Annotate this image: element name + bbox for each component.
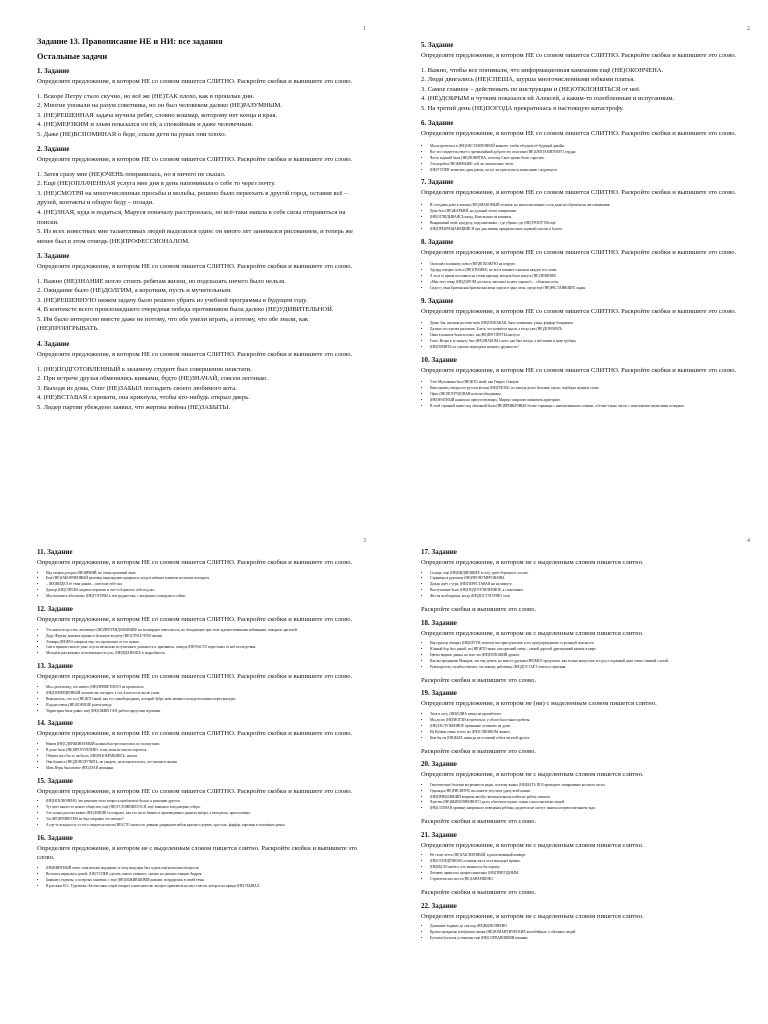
sentence-list xyxy=(37,92,368,140)
task-title: 9. Задание xyxy=(421,296,454,305)
sentence-item: • В соседнем доме к новому (НЕ)ЗНАКОМЫЙ человек, но многочисленные гости даже не обратили на него внимания. xyxy=(430,203,752,209)
sentence-item: • Инструктор говорил (НЕ)ШУТЯ, поэтому мы прислушались к его предупреждению о грозящей опасности. xyxy=(430,641,752,647)
task-instruction: Определите предложение, в котором не с выделенным словом пишется слитно. xyxy=(421,771,644,779)
task-title: 22. Задание xyxy=(421,901,457,910)
sentence-item: • (НЕ)ВИНТНЫЙ ответ сама весьма подорвано, и отец выпущен был задать ещё несколько вопросов. xyxy=(46,866,368,872)
sentence-item: • – (НЕ)ВИДЕЛ её этим днями, – шептала себе она. xyxy=(46,582,368,588)
sentence-item: • Голос Игоря в ту минуту был (НЕ)ЗНАКОМ у него, как был всегда, а жёсткими и даже грубым. xyxy=(430,339,752,345)
task-list xyxy=(421,548,752,942)
task-instruction: Определите предложение, в котором не (ни) с выделенным словом пишется слитно. xyxy=(421,700,657,708)
sentence-list xyxy=(37,866,368,890)
page-number: 1 xyxy=(363,26,366,32)
sentence-list xyxy=(37,685,368,715)
sentence-item: • В этой странной книге под обложкой были (НЕ)ПРИВЫЧНЫЕ белые страницы с напечатанными словами, а белые-серые листы с заметочками неумелыми почерком. xyxy=(430,404,752,410)
sentence-item: • В рассказе И.С. Тургенева «Бесчастная» герой говорит о ничтожестве, которое привлекла на него совсем, которое на правде (НЕ)УБЫВАЛ. xyxy=(46,884,368,890)
sentence-item: 5. Из всех известных мне талантливых людей выделился один: он много лет занимался рисованием, и теперь же менее был в этом отнюдь (НЕ)ПРОФЕССИОНАЛОМ. xyxy=(37,228,353,245)
sentence-item: 3. (НЕ)РЕШЕННАЯ задача мучила ребят, словно кошмар, которому нет конца и края. xyxy=(37,111,278,119)
sentence-item: • Сам в прямом смысле ужас спустя несколько вступления в должность я, признаюсь, отнюдь (НЕ)ЧАСТО переставал от неё последствия. xyxy=(46,645,368,651)
sentence-item: • Окна в комнате были плотно, ни (НЕ)ПРОТЁРТЫ наглухо. xyxy=(430,333,752,339)
sentence-item: • Цветы видимо давны, но всю что (НЕ)ПОХОЖИЙ дрожат. xyxy=(430,653,752,659)
sentence-item: • «Мне этот товар (НЕ)ДАРОМ достался, заплатил за него хорошо!» – объяснял отец. xyxy=(430,280,752,286)
sentence-item: • Выступление было (НЕ)ПОДГОТОВЛЕННОЕ, а спонтанное. xyxy=(430,588,752,594)
task-instruction-after: Раскройте скобки и выпишите это слово. xyxy=(421,747,537,755)
sentence-item: • (НЕ)ЗНАТНЫЙ нажим на присутствующих, Миркул покрасив поиновать аудиторию. xyxy=(430,398,752,404)
sentence-item: 4. (НЕ)МЕРЗКИМ и злым показался он ей, а спокойным и даже человечным. xyxy=(37,121,254,129)
sentence-item: 3. (НЕ)РЕШЕННУЮ нижем задачу было решено убрать из учебной программы в будущем году. xyxy=(37,296,308,304)
sentence-item: 2. Многие уповали на разум советника, но он был человеком далеко (НЕ)РАЗУМНЫМ. xyxy=(37,102,283,110)
task-instruction: Определите предложение, в котором не с выделенным словом пишется слитно. xyxy=(421,912,644,920)
sentence-item: • Мы долго (НЕ)МОГЛИ встретиться: у обоих было много работы. xyxy=(430,718,752,724)
sentence-item: • Мы сделали вид, что ничего (НЕ)ПРИВЕТНОГО не произошло. xyxy=(46,685,368,691)
task-list xyxy=(37,548,368,890)
task-title: 18. Задание xyxy=(421,618,457,627)
sentence-item: • Это новое искусство, желающее (НЕ)ПРЕТЕНДОВАВШЕЕ на всемирную известность, не обладающее при этом художественными амбициями, покорило зрителей. xyxy=(46,628,368,634)
sentence-item: • Страницы в рукописи (НЕ)ПРОНУМЕРОВАНЫ. xyxy=(430,576,752,582)
task-title: 15. Задание xyxy=(37,776,73,785)
sentence-item: 3. Самое главное – действовать по инструкции и (НЕ)ОТКЛОНЯТЬСЯ от неё. xyxy=(421,85,641,93)
document-page-1 xyxy=(0,0,384,512)
sentence-item: • Уж (НЕ)ПРИВЕТЕН ли был отправил это письмо? xyxy=(46,817,368,823)
sentence-item: • (НЕ)ПОНЯТЬ по сделать переедки в немного дружность? xyxy=(430,345,752,351)
page-number: 2 xyxy=(747,26,750,32)
sentence-item: • Иностранец говорил по-русски весьма (НЕ)ПЛОХО, но иногда делал большие паузы: подбирал нужные слова. xyxy=(430,386,752,392)
sentence-item: • Бывшие студенты, а потертых занятиях, с ещё (НЕ)ОБЖИВШИМИ рамами, потрудились в своей темы. xyxy=(46,878,368,884)
task-instruction: Определите предложение, в котором НЕ со словом пишется СЛИТНО. Раскройте скобки и выпишите это слово. xyxy=(421,130,737,138)
sentence-item: 5. Им было интересно вместе даже не потому, что обе умели играть, а потому, что обе знали, как (НЕ)ПРОИГРЫВАТЬ. xyxy=(37,315,309,333)
sentence-item: 1. (НЕ)ПОДГОТОВЛЕННЫЙ к экзамену студент был совершенно неистати. xyxy=(37,365,252,373)
page-number: 4 xyxy=(747,538,750,544)
sentence-item: • Мы оказались абсолютно (НЕ)ГОТОВЫ к тем трудностям, с которыми столкнулись сейчас. xyxy=(46,594,368,600)
sentence-item: • (НЕ)ОГЛЯДЫВАЯСЬ назад, Катя вышла из комнаты. xyxy=(430,215,752,221)
task-title: 8. Задание xyxy=(421,237,454,246)
task-instruction: Определите предложение, в котором НЕ со словом пишется СЛИТНО. Раскройте скобки и выпишите это слово. xyxy=(37,559,353,566)
sentence-item: • День был (НЕ)ЖАРКИЙ, но душный летом совершенно. xyxy=(430,209,752,215)
sentence-list xyxy=(37,170,368,246)
task-title: 3. Задание xyxy=(37,252,70,261)
task-title: 20. Задание xyxy=(421,760,457,769)
task-title: 21. Задание xyxy=(421,830,457,839)
sentence-item: • Чувство (НЕ)ВЫПОЛНЕННОГО долга облегчило нужно только самостоятельно людей. xyxy=(430,800,752,806)
sentence-item: • Молодёж рассказывал по возможности сухо, (НЕ)ВДАВАЯСЬ в подробности. xyxy=(46,651,368,657)
sentence-list xyxy=(421,641,752,671)
sentence-list xyxy=(37,742,368,772)
task-title: 1. Задание xyxy=(37,67,70,75)
sentence-item: • Доктор (НЕ)СПЕША надевал перчатки и что-то бормотал себе под нос. xyxy=(46,588,368,594)
task-title: 6. Задание xyxy=(421,119,454,128)
sentence-item: • (НЕ)ОСВЕДЁННАЯ сосновая часть леса выглядит мрачно. xyxy=(430,859,752,865)
task-title: 17. Задание xyxy=(421,548,457,556)
sentence-item: • Никем (НЕ)СДЕРЖИВАЕМЫЙ каланы быстро понеслись по склону вниз. xyxy=(46,742,368,748)
sentence-list xyxy=(421,144,752,174)
sentence-item: • Однажды (НЕ)РИСКНУВ, вы можете упустить удачу всей жизни. xyxy=(430,789,752,795)
sentence-item: • Эльвира (НЕ)РАЗ говорила ему, что произошёл от его нужна. xyxy=(46,640,368,646)
sentence-item: • Строительство моста (НЕ)ЗАВЕРШЕНО. xyxy=(430,877,752,883)
sentence-item: • (НЕ)БЫЛО ничего, что звонилось бы хорошу. xyxy=(430,865,752,871)
task-instruction: Определите предложение, в котором не с выделенным словом пишется слитно. xyxy=(421,559,644,566)
sentence-item: 2. Ещё (НЕ)ОПЛАЧЕННАЯ услуга мне дня в день напоминала о себе то через почту. xyxy=(37,180,276,188)
sentence-item: 4. (НЕ)ВСТАВАЯ с кровати, она крикнула, чтобы кто-нибудь открыл дверь. xyxy=(37,394,250,402)
task-title: 12. Задание xyxy=(37,605,73,614)
sentence-item: • Они боялись (НЕ)ДОПОЛУЧИТЬ, не увидеть, не испытать всего, что можно в жизни. xyxy=(46,760,368,766)
sentence-item: • Руководитель службы отметил, что новому работнику (НЕ)ДОСТАЁТ опыта и терпения. xyxy=(430,665,752,671)
page-number: 3 xyxy=(363,538,366,544)
sentence-item: • Мать Веры была вовсе (НЕ)ЗЛАЯ женщина. xyxy=(46,766,368,772)
sentence-item: 2. Ожидание было (НЕ)ДОЛГИМ, а коротким, пусть и мучительным. xyxy=(37,287,232,295)
sentence-item: 4. (НЕ)ДОБРЫМ и чутким показался ей Алексей, а каким-то озлобленным и испуганным. xyxy=(421,95,675,103)
sentence-item: • Тиха и лесу, (НИ)ОДНА птица не пропаботает. xyxy=(430,712,752,718)
sentence-list xyxy=(421,321,752,351)
sentence-item: • Летнюю пришлось профессионально (НЕ)ПРИГОДНЫМ. xyxy=(430,871,752,877)
task-instruction: Определите предложение, в котором НЕ со словом пишется СЛИТНО. Раскройте скобки и выпишите это слово. xyxy=(37,263,353,271)
sentence-item: • Диду Федему денежек прижито большую встречу (НЕ)ГЛУЕБ ЧУЮ жизни. xyxy=(46,634,368,640)
task-instruction: Определите предложение, в котором НЕ со словом пишется СЛИТНО. Раскройте скобки и выпишите это слово. xyxy=(421,189,737,197)
sentence-list xyxy=(421,66,752,114)
sentence-list xyxy=(421,783,752,813)
sentence-list xyxy=(421,853,752,883)
sentence-item: 5. На третий день (НЕ)ПОГОДА прекратилась в настоящую катастрофу. xyxy=(421,104,624,112)
sentence-item: • (НЕ)УСПЕВ захватить один рамок, он тут же приступил к написанию следующего. xyxy=(430,168,752,174)
task-instruction: Определите предложение, в котором НЕ со словом пишется СЛИТНО. Раскройте скобки и выпишите это слово. xyxy=(37,787,353,795)
sentence-item: • Весилась вернулись домой, (НЕ)УСПЕВ сделать самого главного: сказать на унылая станции Андрея. xyxy=(46,872,368,878)
task-instruction: Определите предложение, в котором НЕ со словом пишется СЛИТНО. Раскройте скобки и выпишите это слово. xyxy=(37,673,353,681)
task-list xyxy=(37,67,368,412)
task-instruction: Определите предложение, в котором не с выделенным словом пишется слитно. xyxy=(421,841,644,849)
sentence-item: • Территория была давно, ещё (НЕ)ОЖИЙ ТАЯ, работа представа огромная. xyxy=(46,709,368,715)
document-page-4 xyxy=(384,512,768,1024)
sentence-item: 3. Выходя из дома, Олег (НЕ)ЗАБЫЛ погладить своего любимого кота. xyxy=(37,384,237,392)
sentence-item: 2. Люди двигались (НЕ)СПЕША, шурша многочисленными юбками платья. xyxy=(421,76,635,84)
sentence-item: • Не стоит лезть (НЕ)ЗАКЛЕЕННЫЙ, в распечатанный конверт. xyxy=(430,853,752,859)
sentence-item: • Выяснилось, что это (НЕ)КТО иной, как тот самый продавец, который Зубру ночь немного позади вспомнил через выгодно. xyxy=(46,697,368,703)
task-title: 2. Задание xyxy=(37,145,70,154)
sentence-item: • Выкрикивай злой, кукурузу, подсолнечника – где убрано, где (НЕ)ТРОНУТЫ ещё. xyxy=(430,221,752,227)
sentence-item: • Ещё (НЕ)ЗАКОНЧЕННЫЙ разговор вынужденно прервался, когда в кабинет клиенты вступили поглядеть. xyxy=(46,576,368,582)
sentence-item: • Солнце, ещё (НЕ)ВИДНЕВШЕЕ в сосу, греет бережно в сосоно. xyxy=(430,571,752,577)
task-instruction: Определите предложение, в котором НЕ со словом пишется СЛИТНО. Раскройте скобки и выпишите это слово. xyxy=(37,156,353,164)
sentence-item: • (НЕ)ЗАСЛУЖЕННОЕ признание оставляет на душе. xyxy=(430,724,752,730)
task-instruction: Определите предложение, в котором НЕ со словом пишется СЛИТНО. Раскройте скобки и выпишите это слово. xyxy=(37,351,353,359)
sentence-list xyxy=(37,799,368,829)
sentence-item: • Южный бор был дикий, но (НЕ)КТО ниже, как красный север – самый дорогой драгоценный камень в мире. xyxy=(430,647,752,653)
sentence-item: • Эта коробка (НЕ)МЕНЬШЕ той, но значительно легче. xyxy=(430,162,752,168)
sentence-item: 3. (НЕ)СМОТРЯ на многочисленные просьбы и мольбы, решено было переехать в другой город, оставив всё – друзей, контакты и общую беду – позади. xyxy=(37,189,348,207)
sentence-item: • Он вошёл в комнату, вовсе (НЕ)ПОХОЖУЮ на пердую. xyxy=(430,262,752,268)
document-page-3 xyxy=(0,512,384,1024)
sentence-item: • (НЕ)ПОВЕРДЕННЫЙ человек вас погорает, а тот, в кои честь вы не ушли. xyxy=(46,691,368,697)
sentence-list xyxy=(421,924,752,942)
task-instruction: Определите предложение, в котором НЕ со словом пишется СЛИТНО. Раскройте скобки и выпишите это слово. xyxy=(37,616,353,624)
sentence-item: • Кратко прекрасно изобразить жизнь (НЕ)РОМАНТИЧЕСКИХ козлобейных, а обычных людей. xyxy=(430,930,752,936)
sentence-list xyxy=(37,365,368,413)
sentence-item: • Это только рассказ значит (НЕ)ЛИШНО и открыто, как это часто бывает в произведениях данного автора, а исподволь, приглушённо. xyxy=(46,811,368,817)
sentence-item: • Жесты необходимы, когда (НЕ)ДОСТАТОЧНО слов. xyxy=(430,594,752,600)
sentence-item: • А где-то вскорпосту от того свидетеля могли (НЕ)СТО оказал по дивным домрацком небом красного дерева, хрусталь, фарфор, картины в золочёных рамах. xyxy=(46,823,368,829)
sentence-item: 5. Лидер партии убеждено заявил, что жертвы войны (НЕ)ЗАБЫТЫ. xyxy=(37,403,231,411)
sentence-list xyxy=(421,262,752,292)
task-instruction-after: Раскройте скобки и выпишите это слово. xyxy=(421,818,537,826)
sentence-item: • Эдуард говорил хоть и (НЕ)ГРОМКО, но все в комнате слышали каждое его слово. xyxy=(430,268,752,274)
sentence-item: 1. Затея сразу мне (НЕ)ОЧЕНЬ понравилась, но я ничего не сказал. xyxy=(37,170,226,178)
sentence-list xyxy=(37,628,368,658)
task-title: 5. Задание xyxy=(421,41,454,49)
task-title: 14. Задание xyxy=(37,719,73,728)
sentence-item: • Девка Зоя, писаная на свою мать (НЕ)ПОХОЖАЯ, была тоненькая, узкая, фарфор блондинка. xyxy=(430,321,752,327)
sentence-item: • Обязать кого бы то ни было, (НЕ)РАЗОБРАВШИСЬ, нельзя. xyxy=(46,754,368,760)
task-instruction-after: Раскройте скобки и выпишите это слово. xyxy=(421,888,537,896)
sentence-item: • Вот это свидетельствует о чрезвычайной доброте его поистине (НЕ)ЗЛОПАМЯТНОГО сердца. xyxy=(430,150,752,156)
sentence-item: • Над озером догорал (НЕ)ЯРКИЙ, но очень красивый закат. xyxy=(46,571,368,577)
sentence-list xyxy=(421,571,752,601)
sentence-item: • Кем бы ты (НИ)БЫЛ, никогда не оставляй себя в тягучей других. xyxy=(430,736,752,742)
sentence-item: • В доме было (НЕ)ПРОТОПЛЕНО, и мы лишь не могли согреться. xyxy=(46,748,368,754)
sentence-item: • Сидел у окна Британская британская жена сидела в одно злом, среди ещё (НЕ)РАСТАЯВШИХ льдин. xyxy=(430,286,752,292)
sentence-item: 4. В контексте всего произошедшего очередная победа противников была далеко (НЕ)УДИВИТЕЛЬНОЙ. xyxy=(37,306,334,314)
sentence-item: • Дождь идёт с утра, (НЕ)ПЕРЕСТАВАЯ ни на минуту. xyxy=(430,582,752,588)
task-title: 19. Задание xyxy=(421,689,457,698)
task-title: 7. Задание xyxy=(421,178,454,187)
section-subtitle: Остальные задачи xyxy=(37,52,108,61)
sentence-item: • (НЕ)ПРИБЫВШИЙ вовремя автобус выпущен вновь пойти не работу пешком. xyxy=(430,795,752,801)
sentence-item: • Этот Мутомника был (НЕ)КТО иной, как Генрих Северов. xyxy=(430,380,752,386)
sentence-list xyxy=(37,277,368,334)
sentence-item: • Бутлики бутылок уставлены ещё (НЕ)СОРВАВШИМИ вишням. xyxy=(430,936,752,942)
task-instruction: Определите предложение, в котором НЕ со словом пишется СЛИТНО. Раскройте скобки и выпишите это слово. xyxy=(37,78,353,85)
sentence-item: 4. (НЕ)ЗНАЯ, куда и податься, Маруся поначалу расстроилась, но всё-таки нашла в себе силы отправиться на поиски. xyxy=(37,209,346,226)
task-instruction: Определите предложение, в котором не с выделенным словом пишется слитно. xyxy=(421,629,644,637)
sentence-item: • И ради отвечь (НЕ)ХОРОШЕ ролен между. xyxy=(46,703,368,709)
task-instruction: Определите предложение, в котором НЕ со словом пишется СЛИТНО. Раскройте скобки и выпишите это слово. xyxy=(421,307,737,315)
sentence-item: • Мы встретились в (НЕ)ОБСТАВЛЕННОЙ комнате, чтобы обсудить её будущий дизайн. xyxy=(430,144,752,150)
sentence-item: 2. При встрече друзья обменялись кивками, будто (НЕ)ЗНАЧАЙ, совсем легонько. xyxy=(37,375,269,383)
sentence-item: • Как вы предъявим Макаров, эти ему девать, но вместо друзьям (НЕ)МОГ предсказть, как только выпустить его руа а отданный даже очень главный случай. xyxy=(430,659,752,665)
task-instruction: Определите предложение, в котором НЕ со словом пишется СЛИТНО. Раскройте скобки и выпишите это слово. xyxy=(421,248,737,256)
sentence-item: 1. Вскоре Петру стало скучно, но всё же (НЕ)ТАК плохо, как в прошлые дни. xyxy=(37,92,255,100)
sentence-item: 1. Важно, чтобы все понимали, что информационная кампания ещё (НЕ)ОКОНЧЕНА. xyxy=(421,66,664,74)
task-title: 10. Задание xyxy=(421,355,457,364)
task-instruction: Определите предложение, в котором не с выделенным словом пишется слитно. Раскройте скобки и выпишите это слово. xyxy=(37,844,358,862)
sentence-item: • Тут цвет какого-то некого общества, ещё (НЕ)УСТОЯВШЕГОСЯ, ещё занимало в недоверии собора. xyxy=(46,805,368,811)
sentence-list xyxy=(37,571,368,601)
sentence-item: • Офис (НЕ)ПОТРУДОВАН всем необходимым. xyxy=(430,392,752,398)
sentence-item: • (НЕ)ИСКЛЮЧЕНО, что решение этого вопроса приблизило бы нас к решению другого. xyxy=(46,799,368,805)
sentence-item: • Часть заданий была (НЕ)ПОНЯТНА, поэтому Саше нужно было спросить. xyxy=(430,156,752,162)
sentence-item: • (НЕ)СОЛНАЯ причину капризного поведения ребёнка, родители не смогут заняться перевоспитанием чада. xyxy=(430,806,752,812)
task-title: 11. Задание xyxy=(37,548,73,556)
sentence-item: • На Кубани очень тепло, но (НЕ)СЛИШКОМ зимнее. xyxy=(430,730,752,736)
sentence-item: 5. Даже (НЕ)ВСПОМИНАЯ о беде, спали дети на руках они плохо. xyxy=(37,130,227,138)
sentence-item: 1. Важно (НЕ)ЗНАНИЕ могло стоить ребятам жизни, но подсказать ничего было нельзя. xyxy=(37,277,286,285)
sentence-list xyxy=(421,380,752,410)
task-list xyxy=(421,41,752,410)
task-title: 4. Задание xyxy=(37,340,70,349)
sentence-item: • Генетические болезни встречаются редко, поэтому важно (НЕ)БЫТЬ ПОЗ проводить типирование костного мозга. xyxy=(430,783,752,789)
task-title: 13. Задание xyxy=(37,662,73,671)
task-instruction: Определите предложение, в котором НЕ со словом пишется СЛИТНО. Раскройте скобки и выпишите это слово. xyxy=(421,366,737,374)
sentence-item: • А ты в то время поставила на стены картину, которая была ничуть (НЕ)ЛИШНЯЯ. xyxy=(430,274,752,280)
sentence-item: • Дальше по строчке распахать, Блесь, что начнётся вдали, а тогда уже (НЕ)ДОРОВАТЬ. xyxy=(430,327,752,333)
sentence-item: • (НЕ)ПРЕКРАЩАЮЩИЙСЯ три дня ливень прекратил наш садовый участок в болото. xyxy=(430,227,752,233)
document-page-2 xyxy=(384,0,768,512)
sentence-item: • Домашнее задание до сих пор (НЕ)ВЫПОЛНЕНО. xyxy=(430,924,752,930)
task-title: 16. Задание xyxy=(37,833,73,842)
task-instruction: Определите предложение, в котором НЕ со словом пишется СЛИТНО. Раскройте скобки и выпишите это слово. xyxy=(421,52,737,59)
sentence-list xyxy=(421,712,752,742)
task-instruction-after: Раскройте скобки и выпишите это слово. xyxy=(421,676,537,684)
sentence-list xyxy=(421,203,752,233)
document-title: Задание 13. Правописание НЕ и НИ: все задания xyxy=(37,37,223,46)
task-instruction: Определите предложение, в котором НЕ со словом пишется СЛИТНО. Раскройте скобки и выпишите это слово. xyxy=(37,730,353,738)
task-instruction-after: Раскройте скобки и выпишите это слово. xyxy=(421,606,537,614)
